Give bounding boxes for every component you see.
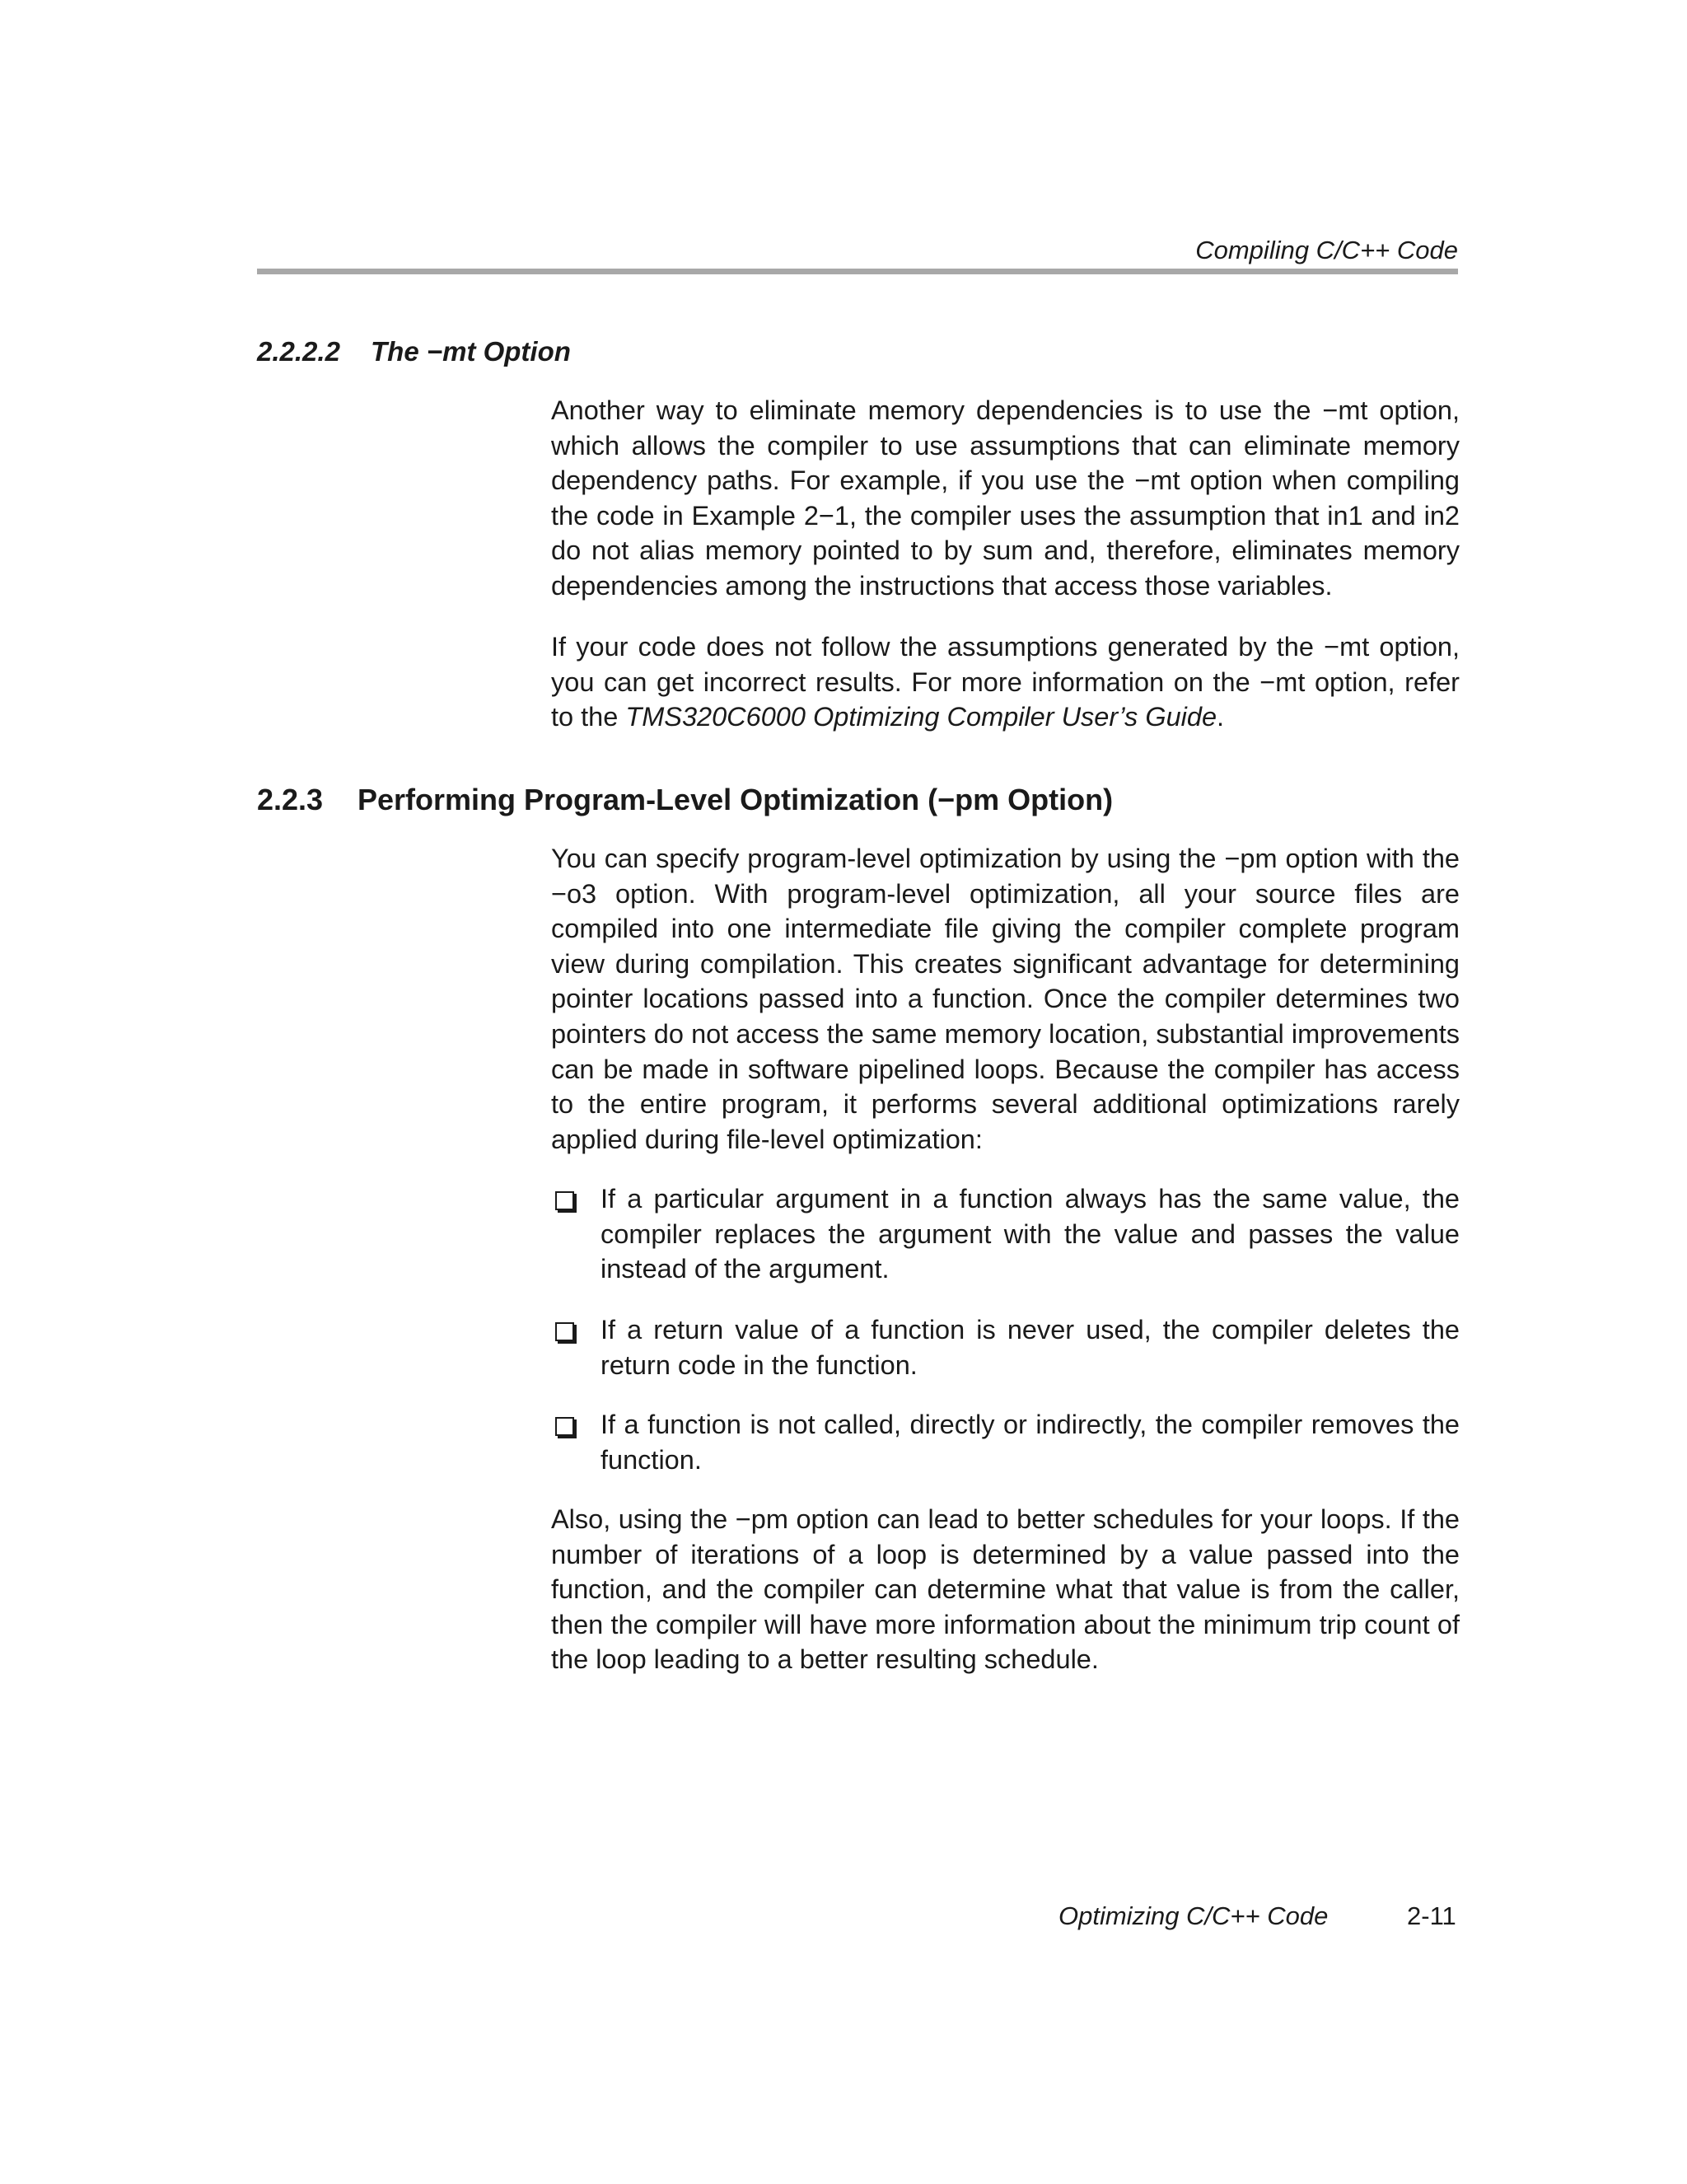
section-heading-pm-option [257, 781, 1113, 819]
list-item [551, 1181, 1460, 1287]
header-rule [257, 269, 1458, 274]
list-item [551, 1407, 1460, 1477]
subsection-number: 2.2.2.2 [257, 336, 340, 367]
page-number: 2-11 [1407, 1901, 1456, 1930]
list-item-text: If a particular argument in a function always has the same value, the compiler replaces the argument with the value and passes the value instead of the argument. [600, 1184, 1460, 1284]
mt-option-paragraph-2 [551, 629, 1460, 735]
subsection-heading-mt-option [257, 334, 571, 370]
book-title-reference: TMS320C6000 Optimizing Compiler User’s Guide [625, 702, 1217, 732]
section-title: Performing Program-Level Optimization (−pm Option) [357, 783, 1114, 816]
list-item-text: If a return value of a function is never used, the compiler deletes the return code in the function. [600, 1315, 1460, 1380]
pm-option-intro-block [551, 841, 1460, 1157]
mt-option-paragraph-2-block [551, 629, 1460, 735]
list-item-text: If a function is not called, directly or indirectly, the compiler removes the function. [600, 1410, 1460, 1475]
subsection-title: The −mt Option [371, 336, 571, 367]
paragraph-2-end: . [1217, 702, 1225, 732]
pm-option-closing-paragraph: Also, using the −pm option can lead to better schedules for your loops. If the number of iterations of a loop is determined by a value passed into the function, and the compiler can determine what that value is from the caller, then the compiler will have more information about the minimum trip count of the loop leading to a better resulting schedule. [551, 1504, 1460, 1675]
checkbox-bullet-icon [555, 1322, 574, 1341]
paragraph-2-text: If your code does not follow the assumptions generated by the −mt option, you can get incorrect results. For more information on the −mt option, refer to the [551, 632, 1460, 732]
checkbox-bullet-icon [555, 1191, 574, 1210]
footer-title: Optimizing C/C++ Code [1058, 1901, 1329, 1930]
section-number: 2.2.3 [257, 783, 324, 816]
checkbox-bullet-icon [555, 1417, 574, 1436]
pm-option-intro-paragraph: You can specify program-level optimization by using the −pm option with the −o3 option. With program-level optimization, all your source files are compiled into one intermediate file giving the compiler complete program view during compilation. This creates significant advantage for determining pointer locations passed into a function. Once the compiler determines two pointers do not access the same memory location, substantial improvements can be made in software pipelined loops. Because the compiler has access to the entire program, it performs several additional optimizations rarely applied during file-level optimization: [551, 844, 1460, 1154]
mt-option-paragraph-1: Another way to eliminate memory dependencies is to use the −mt option, which allows the compiler to use assumptions that can eliminate memory dependency paths. For example, if you use the −mt option when compiling the code in Example 2−1, the compiler uses the assumption that in1 and in2 do not alias memory pointed to by sum and, therefore, eliminates memory dependencies among the instructions that access those variables. [551, 395, 1460, 601]
pm-option-closing-block [551, 1502, 1460, 1677]
running-header: Compiling C/C++ Code [1195, 236, 1458, 264]
list-item [551, 1312, 1460, 1382]
mt-option-paragraph-1-block [551, 393, 1460, 604]
